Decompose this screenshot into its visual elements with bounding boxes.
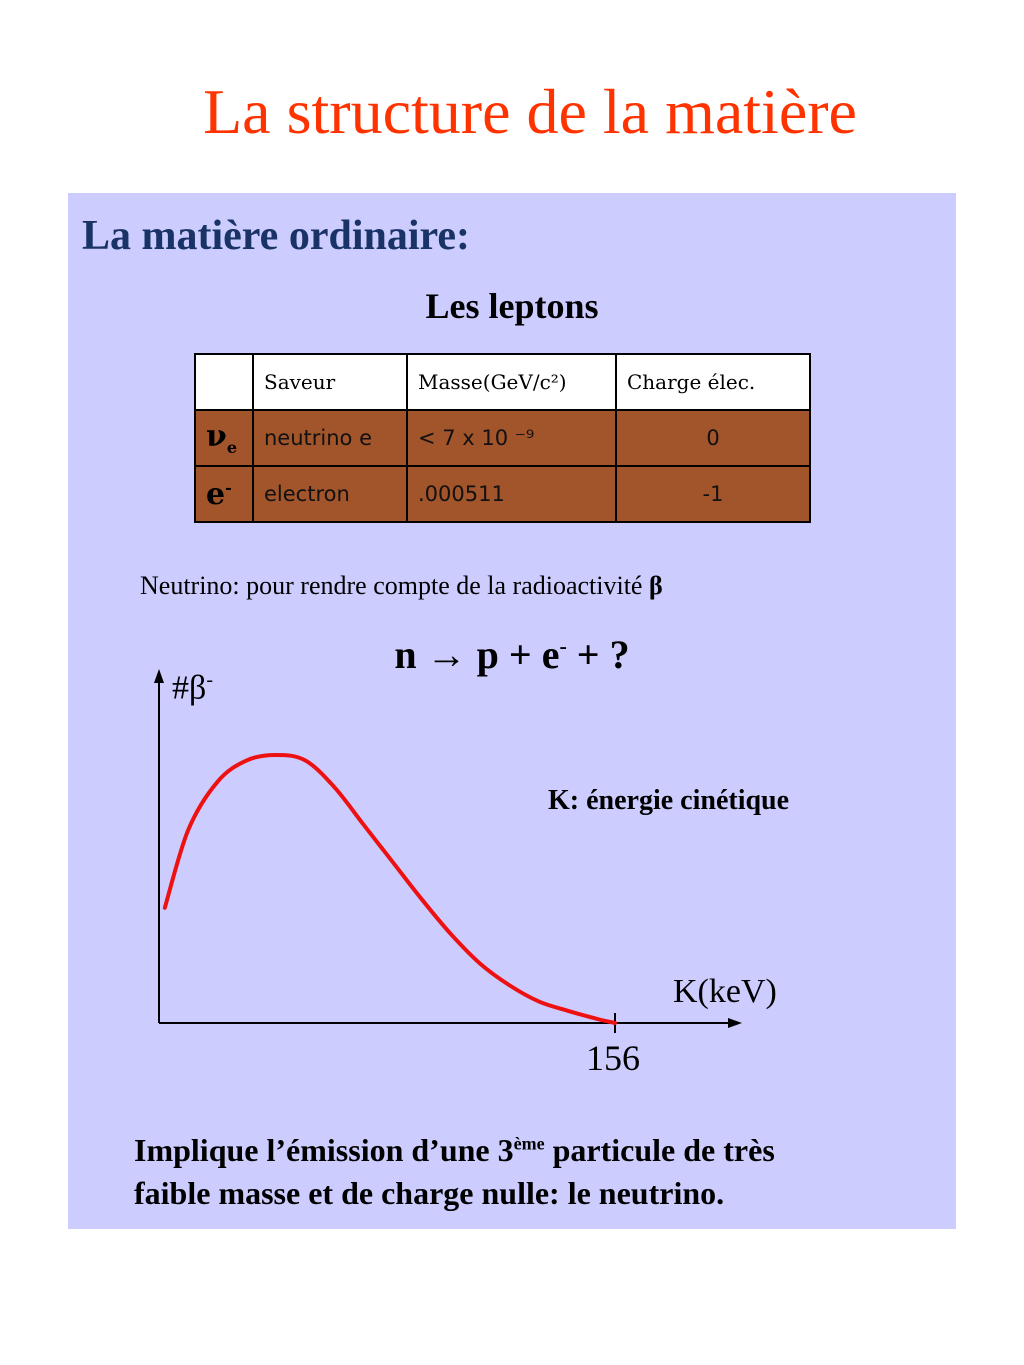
chart-annotation: K: énergie cinétique [548,785,790,816]
y-axis-label: #β- [172,669,213,707]
content-panel [68,193,956,1229]
neutrino-note: Neutrino: pour rendre compte de la radioactivité β [140,571,663,600]
x-axis-arrow [728,1018,742,1028]
decay-equation: n → p + e- + ? [394,632,630,677]
symbol-cell: $\nu_e$ [195,410,253,466]
flavor-cell: electron [253,466,407,522]
header-cell-mass: Masse(GeV/c²) [407,354,616,410]
section-heading: La matière ordinaire: [82,213,471,259]
beta-symbol: β [648,571,663,600]
charge-cell: 0 [616,410,810,466]
header-cell-charge: Charge élec. [616,354,810,410]
charge-cell: -1 [616,466,810,522]
flavor-cell: neutrino e [253,410,407,466]
header-cell-flavor: Saveur [253,354,407,410]
x-axis-label: K(keV) [673,973,777,1010]
y-axis-arrow [154,669,164,683]
mass-cell: .000511 [407,466,616,522]
table-title: Les leptons [425,286,599,326]
beta-spectrum-chart [68,193,956,1229]
symbol-cell: e- [195,466,253,522]
page-title: La structure de la matière [203,76,857,147]
x-tick-label: 156 [586,1038,640,1078]
mass-cell: < 7 x 10 ⁻⁹ [407,410,616,466]
conclusion-text: Implique l’émission d’une 3ème particule de très faible masse et de charge nulle: le neutrino. [134,1132,775,1212]
